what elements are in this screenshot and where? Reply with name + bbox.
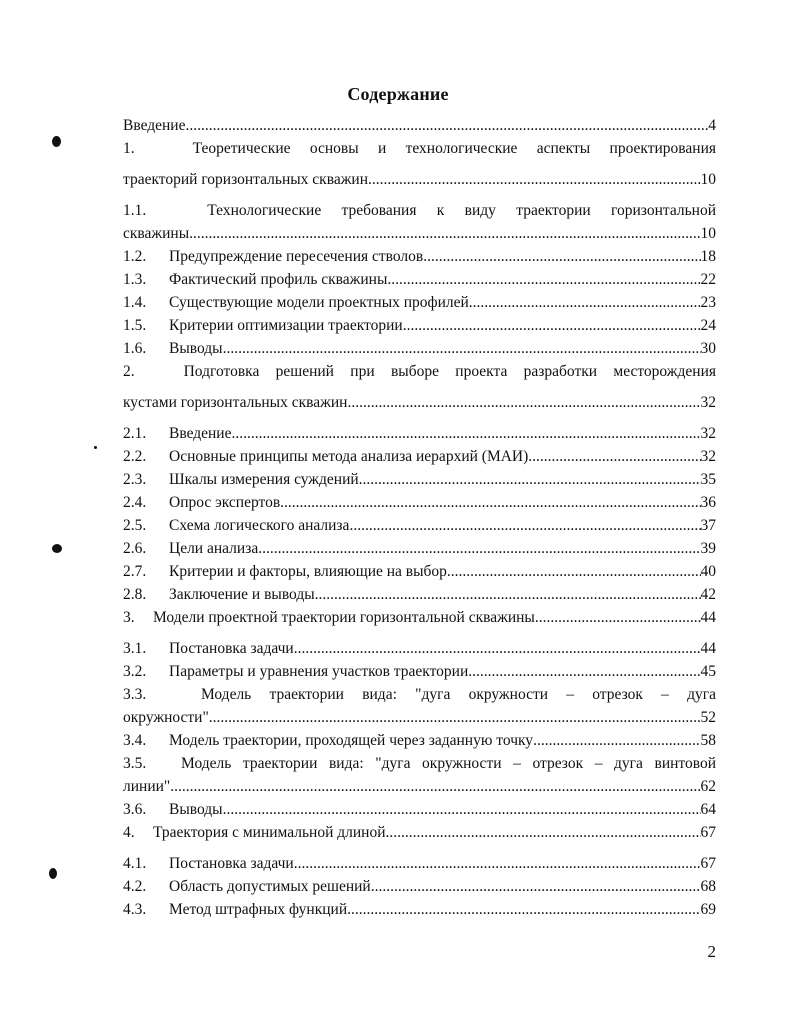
- toc-entry: [123, 114, 716, 137]
- toc-entry: [123, 514, 716, 537]
- toc-entry-number: 3.1.: [123, 640, 147, 657]
- toc-entry-label: Фактический профиль скважины: [169, 271, 388, 288]
- toc-entry-page: 32: [700, 425, 716, 442]
- toc-entry-label: Критерии и факторы, влияющие на выбор: [169, 563, 447, 580]
- toc-entry-label: Существующие модели проектных профилей: [169, 294, 469, 311]
- toc-entry-page: 36: [700, 494, 716, 511]
- toc-entry-number: 2.6.: [123, 540, 147, 557]
- toc-entry-number: 2.8.: [123, 586, 147, 603]
- toc-entry-label: Опрос экспертов: [169, 494, 281, 511]
- toc-leader-dots: [189, 222, 700, 245]
- toc-entry-number: 1.3.: [123, 271, 147, 288]
- toc-entry: [123, 583, 716, 606]
- toc-entry: [123, 729, 716, 752]
- toc-leader-dots: [170, 775, 700, 798]
- toc-entry-page: 10: [700, 171, 716, 188]
- toc-entry-number: 2.4.: [123, 494, 147, 511]
- toc-entry-label: Шкалы измерения суждений: [169, 471, 359, 488]
- toc-entry-number: 4.: [123, 824, 135, 841]
- toc-leader-dots: [469, 291, 701, 314]
- toc-entry-page: 10: [700, 225, 716, 242]
- toc-leader-dots: [185, 114, 708, 137]
- toc-leader-dots: [258, 537, 700, 560]
- toc-entry-page: 68: [700, 878, 716, 895]
- toc-entry-first-line: [123, 360, 716, 383]
- toc-entry-number: 3.4.: [123, 732, 147, 749]
- toc-entry-number: 3.: [123, 609, 135, 626]
- toc-leader-dots: [231, 422, 700, 445]
- toc-entry: [123, 199, 716, 245]
- toc-leader-dots: [403, 314, 701, 337]
- toc-entry: [123, 422, 716, 445]
- toc-entry-label: Введение: [169, 425, 232, 442]
- toc-leader-dots: [349, 514, 700, 537]
- toc-entry-page: 30: [700, 340, 716, 357]
- toc-entry-page: 45: [700, 663, 716, 680]
- toc-entry-label: скважины: [123, 225, 190, 242]
- toc-leader-dots: [223, 798, 701, 821]
- toc-entry-number: 2.3.: [123, 471, 147, 488]
- toc-entry-page: 58: [700, 732, 716, 749]
- toc-entry-label: Основные принципы метода анализа иерархий (МАИ): [169, 448, 529, 465]
- toc-entry-page: 69: [700, 901, 716, 918]
- toc-leader-dots: [209, 706, 701, 729]
- toc-entry-line1: Модель траектории вида: "дуга окружности – отрезок – дуга: [200, 686, 717, 703]
- toc-entry-number: 2.2.: [123, 448, 147, 465]
- toc-entry-label: траекторий горизонтальных скважин: [123, 171, 368, 188]
- toc-entry: [123, 137, 716, 191]
- page-number: 2: [707, 942, 716, 961]
- toc-entry-page: 67: [700, 855, 716, 872]
- toc-entry-number: 3.6.: [123, 801, 147, 818]
- toc-entry-number: 1.5.: [123, 317, 147, 334]
- toc-entry: [123, 798, 716, 821]
- toc-entry: [123, 683, 716, 729]
- toc-entry-label: Заключение и выводы: [169, 586, 315, 603]
- toc-entry-label: Постановка задачи: [169, 855, 294, 872]
- toc-entry-label: Модель траектории, проходящей через заданную точку: [169, 732, 534, 749]
- toc-entry-line1: Модель траектории вида: "дуга окружности – отрезок – дуга винтовой: [181, 755, 716, 772]
- toc-entry-label: Введение: [123, 117, 186, 134]
- toc-leader-dots: [528, 445, 700, 468]
- toc-leader-dots: [280, 491, 700, 514]
- toc-entry-label: Параметры и уравнения участков траектории: [169, 663, 469, 680]
- toc-entry-first-line: [123, 683, 716, 706]
- toc-entry: [123, 291, 716, 314]
- toc-entry-label: Критерии оптимизации траектории: [169, 317, 403, 334]
- toc-entry: [123, 660, 716, 683]
- toc-entry-page: 40: [700, 563, 716, 580]
- toc-entry-number: 1.1.: [123, 202, 147, 219]
- toc-entry-page: 44: [700, 640, 716, 657]
- toc-entry: [123, 752, 716, 798]
- toc-leader-dots: [371, 875, 701, 898]
- toc-entry-number: 3.3.: [123, 686, 147, 703]
- toc-entry-page: 52: [700, 709, 716, 726]
- toc-leader-dots: [387, 268, 700, 291]
- toc-entry-label: Схема логического анализа: [169, 517, 350, 534]
- toc-entry-label: Постановка задачи: [169, 640, 294, 657]
- toc-leader-dots: [294, 852, 701, 875]
- toc-entry: [123, 898, 716, 921]
- toc-entry-page: 37: [700, 517, 716, 534]
- toc-entry-page: 64: [700, 801, 716, 818]
- page-title: Содержание: [347, 84, 449, 104]
- toc-leader-dots: [447, 560, 701, 583]
- toc-entry: [123, 637, 716, 660]
- toc-entry-number: 4.3.: [123, 901, 147, 918]
- toc-leader-dots: [315, 583, 701, 606]
- toc-entry: [123, 537, 716, 560]
- toc-leader-dots: [533, 729, 700, 752]
- toc-entry-number: 4.1.: [123, 855, 147, 872]
- toc-entry-label: окружности": [123, 709, 209, 726]
- toc-entry-number: 2.: [123, 363, 135, 380]
- toc-entry-page: 62: [700, 778, 716, 795]
- toc-entry: [123, 468, 716, 491]
- toc-entry-label: линии": [123, 778, 171, 795]
- toc-entry-label: Область допустимых решений: [169, 878, 371, 895]
- toc-entry-first-line: [123, 752, 716, 775]
- toc-leader-dots: [223, 337, 701, 360]
- toc-entry-page: 32: [700, 448, 716, 465]
- toc-leader-dots: [423, 245, 700, 268]
- toc-leader-dots: [359, 468, 701, 491]
- toc-entry-number: 1.4.: [123, 294, 147, 311]
- toc-entry-page: 22: [700, 271, 716, 288]
- toc-entry-page: 18: [700, 248, 716, 265]
- toc-entry-first-line: [123, 199, 716, 222]
- toc-entry: [123, 606, 716, 629]
- toc-entry: [123, 875, 716, 898]
- toc-entry-number: 3.2.: [123, 663, 147, 680]
- toc-entry-page: 24: [700, 317, 716, 334]
- toc-entry-page: 44: [700, 609, 716, 626]
- toc-entry-number: 1.6.: [123, 340, 147, 357]
- scan-speck: [52, 136, 61, 147]
- toc-leader-dots: [347, 391, 700, 414]
- toc-entry: [123, 314, 716, 337]
- toc-entry-label: Цели анализа: [169, 540, 259, 557]
- toc-entry-number: 2.5.: [123, 517, 147, 534]
- scan-speck: [49, 868, 57, 879]
- toc-leader-dots: [468, 660, 700, 683]
- toc-entry-label: кустами горизонтальных скважин: [123, 394, 348, 411]
- toc-entry: [123, 560, 716, 583]
- toc-entry-label: Траектория с минимальной длиной: [153, 824, 386, 841]
- scan-speck: [52, 544, 62, 553]
- toc-leader-dots: [347, 898, 700, 921]
- toc-entry: [123, 360, 716, 414]
- toc-entry-number: 3.5.: [123, 755, 147, 772]
- toc-entry: [123, 245, 716, 268]
- toc-entry-line1: Подготовка решений при выборе проекта разработки месторождения: [183, 363, 716, 380]
- toc-entry-line1: Технологические требования к виду траектории горизонтальной: [207, 202, 717, 219]
- toc-entry-page: 4: [708, 117, 716, 134]
- toc-entry-page: 32: [700, 394, 716, 411]
- toc-entry-number: 2.1.: [123, 425, 147, 442]
- toc-entry-label: Предупреждение пересечения стволов: [169, 248, 424, 265]
- toc-entry-first-line: [123, 137, 716, 160]
- toc-entry-number: 4.2.: [123, 878, 147, 895]
- toc-entry-page: 39: [700, 540, 716, 557]
- toc-entry-page: 42: [700, 586, 716, 603]
- toc-entry-label: Метод штрафных функций: [169, 901, 348, 918]
- toc-entry-number: 2.7.: [123, 563, 147, 580]
- toc-leader-dots: [368, 168, 701, 191]
- toc-entry: [123, 821, 716, 844]
- toc-entry-number: 1.2.: [123, 248, 147, 265]
- toc-entry: [123, 491, 716, 514]
- toc-entry-page: 23: [700, 294, 716, 311]
- scan-speck: [94, 446, 97, 449]
- toc-entry: [123, 852, 716, 875]
- toc-leader-dots: [535, 606, 701, 629]
- toc-entry: [123, 337, 716, 360]
- table-of-contents: [123, 114, 716, 921]
- toc-entry-page: 67: [700, 824, 716, 841]
- toc-leader-dots: [294, 637, 701, 660]
- toc-leader-dots: [386, 821, 701, 844]
- toc-entry-page: 35: [700, 471, 716, 488]
- toc-entry-number: 1.: [123, 140, 135, 157]
- toc-entry-label: Модели проектной траектории горизонтальной скважины: [153, 609, 535, 626]
- toc-entry-label: Выводы: [169, 801, 223, 818]
- toc-entry: [123, 445, 716, 468]
- toc-entry-line1: Теоретические основы и технологические аспекты проектирования: [192, 140, 717, 157]
- toc-entry-label: Выводы: [169, 340, 223, 357]
- toc-entry: [123, 268, 716, 291]
